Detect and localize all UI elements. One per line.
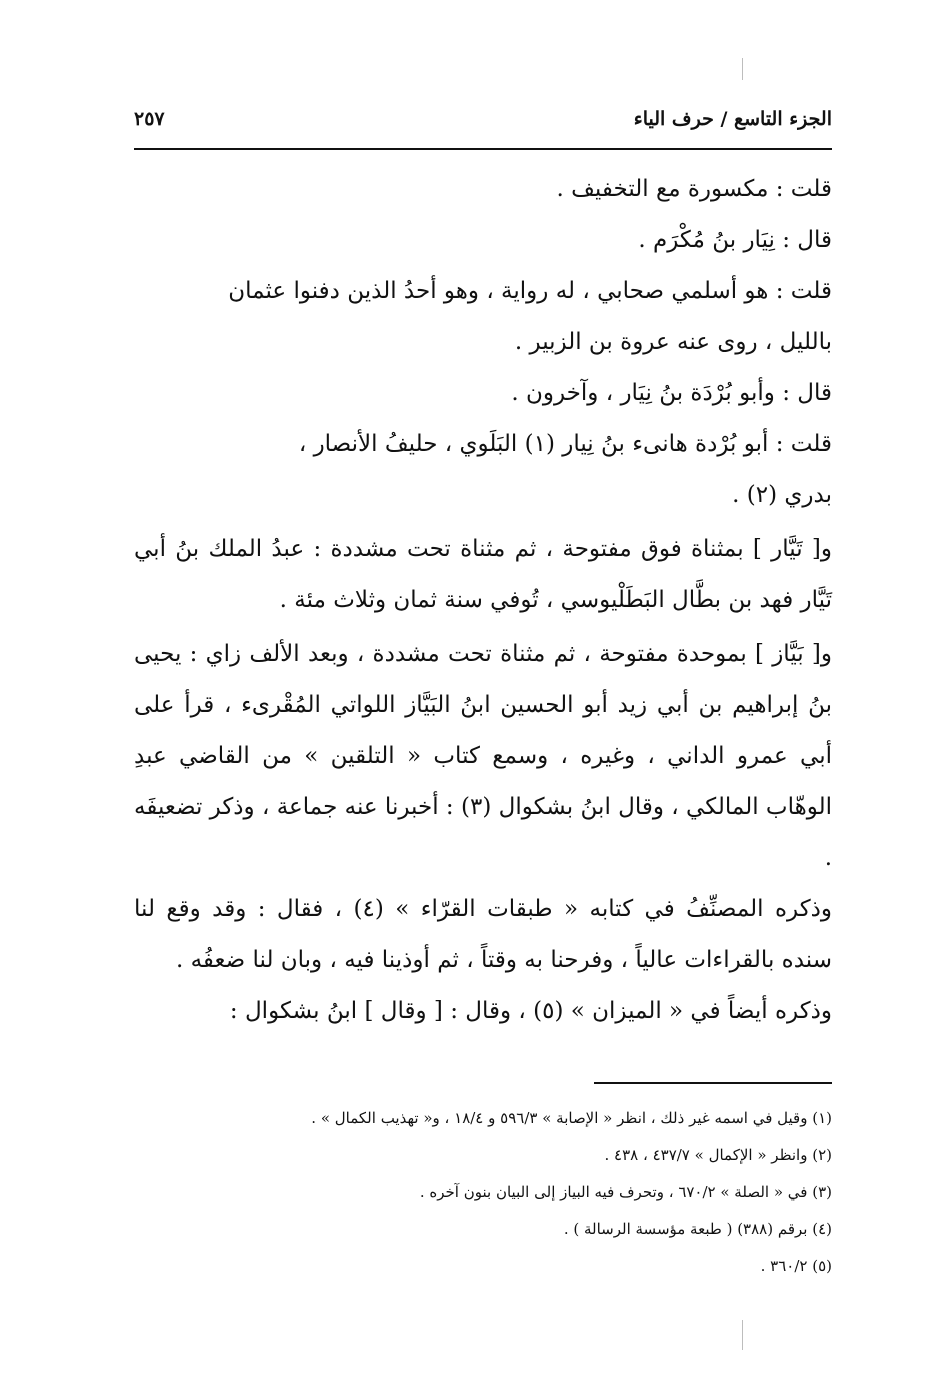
paragraph-mizan: وذكره أيضاً في « الميزان » (٥) ، وقال : [ وقال ] ابنُ بشكوال : [229, 998, 832, 1024]
running-head: الجزء التاسع / حرف الياء [633, 108, 832, 130]
text-line: قال : وأبو بُرْدَة بنُ نِيَار ، وآخرون . [511, 380, 832, 406]
text-line: بدري (٢) . [732, 482, 832, 508]
entry-bayyaz: و[ بَيَّاز ] بموحدة مفتوحة ، ثم مثناة تحت مشددة ، وبعد الألف زاي : يحيى بنُ إبراهيم بن أبي زيد أبو الحسين ابنُ البَيَّاز اللواتي المُقْرىء ، قرأ على أبي عمرو الداني ، وغيره ، وسمع كتاب « التلقين » من القاضي عبدِ الوهّاب المالكي ، وقال ابنُ بشكوال (٣) : أخبرنا عنه جماعة ، وذكر تضعيفَه . [134, 641, 833, 871]
main-text [134, 164, 832, 1037]
text-line: قلت : مكسورة مع التخفيف . [556, 176, 832, 202]
footnote: (١) وقيل في اسمه غير ذلك ، انظر « الإصابة » ٥٩٦/٣ و ١٨/٤ ، و« تهذيب الكمال » . [311, 1109, 832, 1127]
footnote: (٣) في « الصلة » ٦٧٠/٢ ، وتحرف فيه البياز إلى البيان بنون آخره . [419, 1183, 832, 1201]
footnote-separator [594, 1082, 832, 1084]
text-line: قال : نِيَار بنُ مُكْرَم . [638, 227, 832, 253]
page-number: ٢٥٧ [134, 108, 165, 130]
footnote: (٢) وانظر « الإكمال » ٤٣٧/٧ ، ٤٣٨ . [604, 1146, 832, 1164]
text-line: قلت : هو أسلمي صحابي ، له رواية ، وهو أحدُ الذين دفنوا عثمان [228, 278, 832, 304]
text-line: بالليل ، روى عنه عروة بن الزبير . [514, 329, 832, 355]
entry-tayyar: و[ تَيَّار ] بمثناة فوق مفتوحة ، ثم مثناة تحت مشددة : عبدُ الملك بنُ أبي تَيَّار فهد بن بطَّال البَطَلْيوسي ، تُوفي سنة ثمان وثلاث مئة . [134, 536, 832, 613]
footnote: (٥) ٣٦٠/٢ . [760, 1257, 832, 1275]
footnote: (٤) برقم (٣٨٨) ( طبعة مؤسسة الرسالة ) . [563, 1220, 832, 1238]
paragraph-tabaqat: وذكره المصنِّفُ في كتابه « طبقات القرّاء » (٤) ، فقال : وقد وقع لنا سنده بالقراءات عالياً ، وفرحنا به وقتاً ، ثم أوذينا فيه ، وبان لنا ضعفُه . [134, 896, 832, 973]
scan-edge-mark-top [742, 58, 743, 80]
header-rule [134, 148, 832, 150]
page-header [134, 106, 832, 144]
footnotes [134, 1100, 832, 1285]
text-line: قلت : أبو بُرْدة هانىء بنُ نِيار (١) البَلَوي ، حليفُ الأنصار ، [298, 431, 832, 457]
scan-edge-mark-bottom [742, 1320, 743, 1350]
